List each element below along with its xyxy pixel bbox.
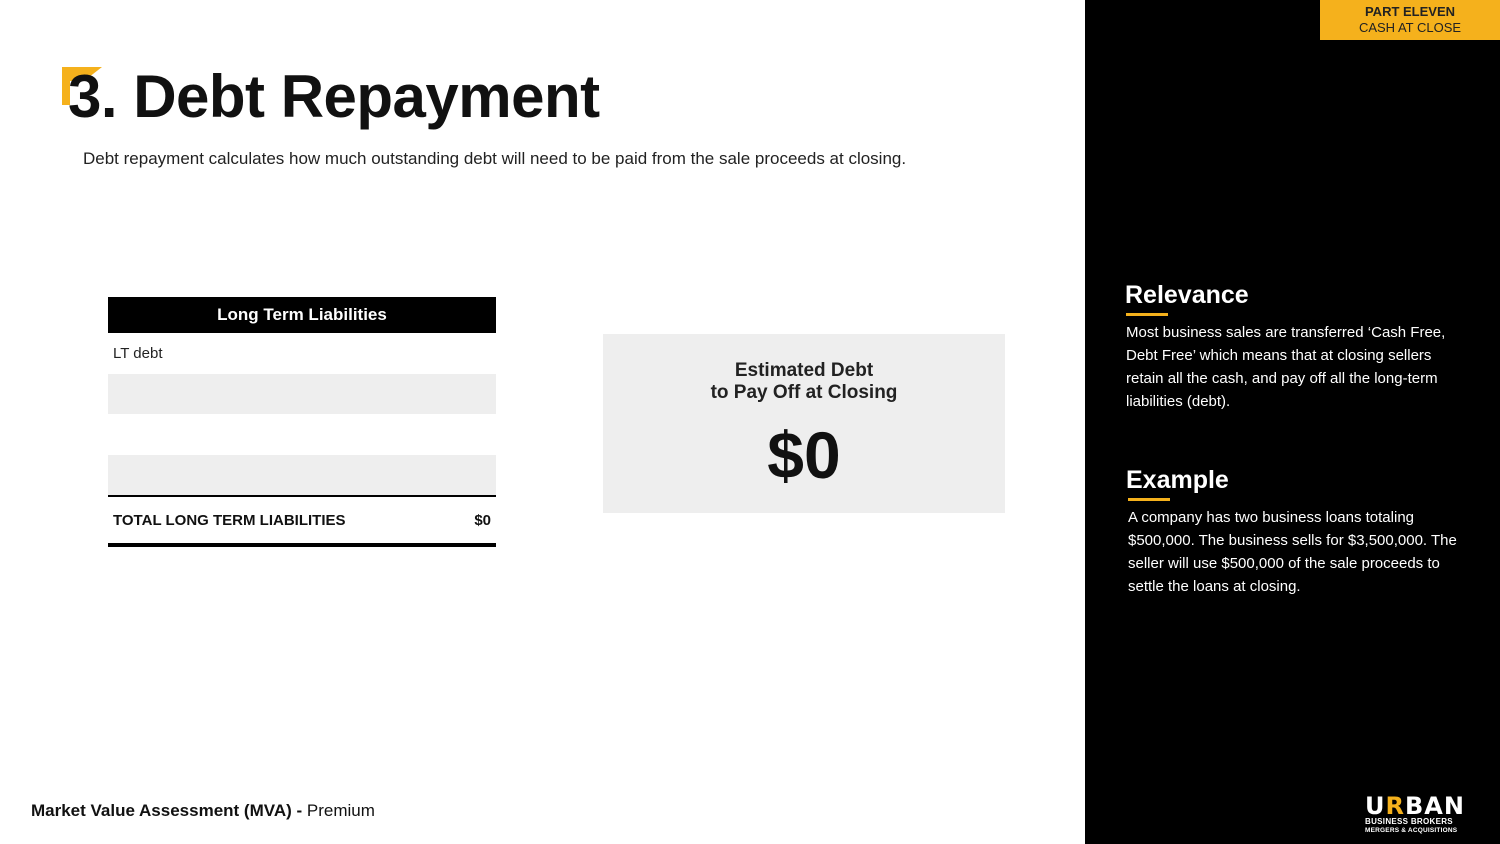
estimated-debt-box [603, 334, 1005, 513]
part-tag-subtitle: CASH AT CLOSE [1358, 20, 1462, 35]
estimated-debt-label [603, 360, 1005, 404]
logo-tagline: BUSINESS BROKERS [1365, 817, 1453, 826]
part-tag [1320, 0, 1500, 40]
page-subtitle: Debt repayment calculates how much outstanding debt will need to be paid from the sale proceeds at closing. [83, 149, 907, 168]
table-row [108, 333, 496, 374]
table-row [108, 455, 496, 495]
footer-text [31, 801, 375, 821]
relevance-underline [1126, 313, 1168, 316]
table-row [108, 414, 496, 455]
part-tag-title: PART ELEVEN [1364, 4, 1456, 19]
example-heading: Example [1126, 466, 1229, 494]
logo-wordmark: URBAN [1365, 792, 1465, 820]
table-total-row [108, 495, 496, 547]
table-row [108, 374, 496, 414]
long-term-liabilities-table [108, 297, 496, 547]
example-underline [1128, 498, 1170, 501]
urban-logo [1365, 792, 1477, 835]
relevance-heading: Relevance [1125, 281, 1249, 309]
total-label: TOTAL LONG TERM LIABILITIES [113, 511, 346, 529]
relevance-text: Most business sales are transferred ‘Cash Free, Debt Free’ which means that at closing sellers retain all the cash, and pay off all the long-term liabilities (debt). [1126, 324, 1446, 410]
row-label: LT debt [113, 345, 163, 362]
estimated-debt-label-line1: Estimated Debt [734, 360, 874, 381]
logo-subtagline: MERGERS & ACQUISITIONS [1365, 827, 1458, 834]
estimated-debt-label-line2: to Pay Off at Closing [710, 382, 898, 403]
footer-normal: Premium [302, 801, 375, 820]
total-value: $0 [474, 511, 491, 529]
page-title: 3. Debt Repayment [68, 63, 600, 130]
estimated-debt-value: $0 [767, 418, 841, 492]
example-text: A company has two business loans totaling $500,000. The business sells for $3,500,000. The seller will use $500,000 of the sale proceeds to settle the loans at closing. [1128, 509, 1457, 595]
footer-bold: Market Value Assessment (MVA) - [31, 801, 303, 820]
side-panel [1085, 0, 1500, 844]
table-header: Long Term Liabilities [108, 297, 496, 333]
